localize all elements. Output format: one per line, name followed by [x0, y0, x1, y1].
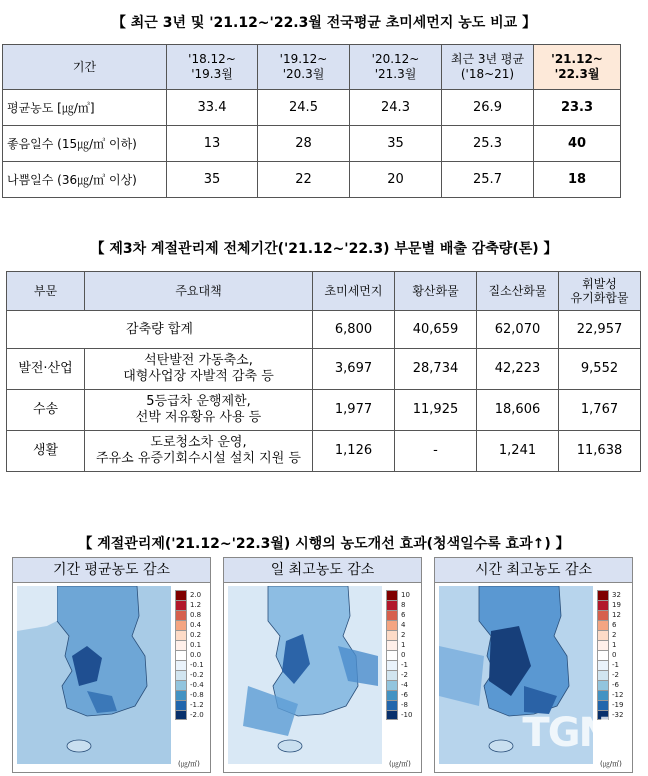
legend-swatch — [597, 630, 609, 640]
legend-unit: (㎍/㎥) — [389, 760, 411, 768]
legend-tick-label: 0 — [612, 651, 617, 659]
cell: 35 — [167, 162, 258, 198]
header-col: '20.12~ '21.3월 — [350, 45, 442, 90]
legend-tick-label: -10 — [401, 711, 413, 719]
cell: 28 — [258, 126, 350, 162]
legend-tick-label: 4 — [401, 621, 406, 629]
legend-swatch — [175, 620, 187, 630]
cell: 25.7 — [442, 162, 534, 198]
section2-title: 【 제3차 계절관리제 전체기간('21.12~'22.3) 부문별 배출 감축량(톤) 】 — [90, 241, 558, 257]
header-col: '19.12~ '20.3월 — [258, 45, 350, 90]
emission-reduction-table — [6, 271, 641, 472]
cell: 42,223 — [477, 349, 559, 390]
legend-tick-label: 32 — [612, 591, 621, 599]
legend-tick-label: 19 — [612, 601, 621, 609]
header-voc: 휘발성 유기화합물 — [559, 272, 641, 311]
sector-label: 생활 — [7, 431, 85, 472]
cell-current: 40 — [534, 126, 621, 162]
legend-swatch — [386, 650, 398, 660]
legend-tick-label: -1 — [612, 661, 619, 669]
legend-tick-label: -0.8 — [190, 691, 204, 699]
legend-tick-label: -0.4 — [190, 681, 204, 689]
color-legend — [597, 590, 629, 720]
legend-tick-label: 0 — [401, 651, 406, 659]
cell: 11,925 — [395, 390, 477, 431]
cell: 26.9 — [442, 90, 534, 126]
cell: 35 — [350, 126, 442, 162]
color-legend — [386, 590, 418, 720]
panel-title: 기간 평균농도 감소 — [13, 558, 210, 583]
table-row — [7, 349, 641, 390]
legend-swatch — [597, 700, 609, 710]
legend-swatch — [175, 610, 187, 620]
cell: 11,638 — [559, 431, 641, 472]
header-period: 기간 — [3, 45, 167, 90]
korea-map-image — [17, 586, 171, 764]
row-label: 평균농도 [㎍/㎥] — [3, 90, 167, 126]
legend-tick-label: 12 — [612, 611, 621, 619]
legend-swatch — [386, 690, 398, 700]
legend-swatch — [175, 700, 187, 710]
section1-title: 【 최근 3년 및 '21.12~'22.3월 전국평균 초미세먼지 농도 비교 】 — [111, 15, 537, 31]
cell: 25.3 — [442, 126, 534, 162]
legend-tick-label: -2 — [401, 671, 408, 679]
panel-title: 일 최고농도 감소 — [224, 558, 421, 583]
legend-swatch — [597, 690, 609, 700]
table-row — [3, 126, 621, 162]
cell: 1,126 — [313, 431, 395, 472]
legend-tick-label: -6 — [401, 691, 408, 699]
legend-tick-label: 10 — [401, 591, 410, 599]
header-col-current: '21.12~ '22.3월 — [534, 45, 621, 90]
legend-swatch — [175, 670, 187, 680]
cell: 13 — [167, 126, 258, 162]
legend-swatch — [386, 590, 398, 600]
cell: 62,070 — [477, 311, 559, 349]
legend-swatch — [386, 610, 398, 620]
total-label: 감축량 합계 — [7, 311, 313, 349]
measure-text: 도로청소차 운영, 주유소 유증기회수시설 설치 지원 등 — [85, 431, 313, 472]
legend-unit: (㎍/㎥) — [600, 760, 622, 768]
header-pm25: 초미세먼지 — [313, 272, 395, 311]
cell: 40,659 — [395, 311, 477, 349]
header-nox: 질소산화물 — [477, 272, 559, 311]
sector-label: 발전·산업 — [7, 349, 85, 390]
legend-tick-label: -1 — [401, 661, 408, 669]
legend-swatch — [597, 650, 609, 660]
legend-tick-label: -6 — [612, 681, 619, 689]
legend-tick-label: -2 — [612, 671, 619, 679]
legend-swatch — [597, 660, 609, 670]
cell: 18,606 — [477, 390, 559, 431]
header-sox: 황산화물 — [395, 272, 477, 311]
legend-swatch — [175, 680, 187, 690]
measure-text: 석탄발전 가동축소, 대형사업장 자발적 감축 등 — [85, 349, 313, 390]
legend-swatch — [175, 640, 187, 650]
legend-swatch — [175, 600, 187, 610]
color-legend — [175, 590, 207, 720]
cell-current: 18 — [534, 162, 621, 198]
legend-swatch — [175, 630, 187, 640]
legend-swatch — [597, 610, 609, 620]
panel-title: 시간 최고농도 감소 — [435, 558, 632, 583]
pm25-comparison-table — [2, 44, 621, 198]
legend-tick-label: -32 — [612, 711, 624, 719]
legend-swatch — [597, 670, 609, 680]
legend-tick-label: 0.1 — [190, 641, 202, 649]
legend-tick-label: 2 — [612, 631, 617, 639]
legend-swatch — [386, 670, 398, 680]
legend-swatch — [386, 710, 398, 720]
legend-swatch — [597, 640, 609, 650]
cell: - — [395, 431, 477, 472]
legend-tick-label: 8 — [401, 601, 406, 609]
legend-tick-label: -2.0 — [190, 711, 204, 719]
legend-tick-label: -8 — [401, 701, 408, 709]
legend-swatch — [597, 680, 609, 690]
row-label: 좋음일수 (15㎍/㎥ 이하) — [3, 126, 167, 162]
legend-swatch — [386, 620, 398, 630]
legend-swatch — [597, 620, 609, 630]
legend-tick-label: -19 — [612, 701, 624, 709]
cell-current: 23.3 — [534, 90, 621, 126]
cell: 1,241 — [477, 431, 559, 472]
cell: 6,800 — [313, 311, 395, 349]
legend-swatch — [175, 650, 187, 660]
legend-tick-label: 1 — [612, 641, 617, 649]
legend-tick-label: 0.2 — [190, 631, 202, 639]
cell: 1,977 — [313, 390, 395, 431]
legend-tick-label: 2 — [401, 631, 406, 639]
header-col: 최근 3년 평균 ('18~21) — [442, 45, 534, 90]
measure-text: 5등급차 운행제한, 선박 저유황유 사용 등 — [85, 390, 313, 431]
map-panel-daily-max — [223, 557, 422, 773]
header-sector: 부문 — [7, 272, 85, 311]
table-row — [7, 390, 641, 431]
cell: 22,957 — [559, 311, 641, 349]
legend-unit: (㎍/㎥) — [178, 760, 200, 768]
legend-tick-label: 6 — [612, 621, 617, 629]
legend-tick-label: 0.0 — [190, 651, 202, 659]
legend-tick-label: -1.2 — [190, 701, 204, 709]
legend-swatch — [597, 600, 609, 610]
table-row-total — [7, 311, 641, 349]
header-measure: 주요대책 — [85, 272, 313, 311]
legend-tick-label: 6 — [401, 611, 406, 619]
table-row — [7, 431, 641, 472]
cell: 28,734 — [395, 349, 477, 390]
legend-tick-label: -12 — [612, 691, 624, 699]
legend-tick-label: 0.8 — [190, 611, 202, 619]
legend-tick-label: 1 — [401, 641, 406, 649]
row-label: 나쁨일수 (36㎍/㎥ 이상) — [3, 162, 167, 198]
legend-swatch — [597, 590, 609, 600]
legend-tick-label: 0.4 — [190, 621, 202, 629]
legend-swatch — [175, 690, 187, 700]
legend-tick-label: 1.2 — [190, 601, 202, 609]
cell: 24.5 — [258, 90, 350, 126]
cell: 9,552 — [559, 349, 641, 390]
legend-swatch — [386, 700, 398, 710]
cell: 22 — [258, 162, 350, 198]
legend-swatch — [386, 680, 398, 690]
legend-swatch — [386, 640, 398, 650]
cell: 1,767 — [559, 390, 641, 431]
table-row — [3, 162, 621, 198]
section3-title: 【 계절관리제('21.12~'22.3월) 시행의 농도개선 효과(청색일수록 효과↑) 】 — [78, 536, 570, 552]
korea-map-image — [228, 586, 382, 764]
table-row — [3, 90, 621, 126]
legend-tick-label: 2.0 — [190, 591, 202, 599]
sector-label: 수송 — [7, 390, 85, 431]
legend-swatch — [175, 660, 187, 670]
cell: 33.4 — [167, 90, 258, 126]
legend-tick-label: -0.2 — [190, 671, 204, 679]
map-panel-period-average — [12, 557, 211, 773]
legend-tick-label: -4 — [401, 681, 408, 689]
cell: 20 — [350, 162, 442, 198]
legend-swatch — [386, 660, 398, 670]
legend-swatch — [175, 710, 187, 720]
cell: 3,697 — [313, 349, 395, 390]
cell: 24.3 — [350, 90, 442, 126]
legend-tick-label: -0.1 — [190, 661, 204, 669]
header-col: '18.12~ '19.3월 — [167, 45, 258, 90]
watermark-logo: TGN — [522, 710, 610, 756]
legend-swatch — [175, 590, 187, 600]
legend-swatch — [386, 600, 398, 610]
legend-swatch — [386, 630, 398, 640]
